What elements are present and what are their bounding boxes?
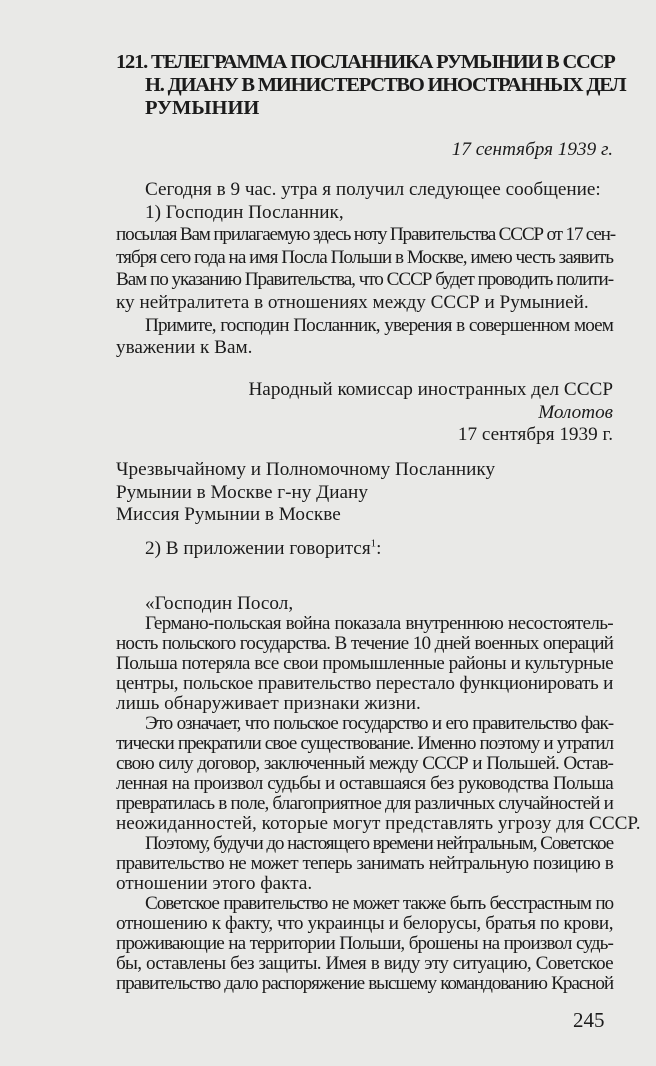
- intro-line: 1) Господин Посланник,: [145, 201, 344, 223]
- text-line: лишь обнаруживает признаки жизни.: [116, 693, 421, 714]
- text-line: Германо-польская война показала внутреннюю несостоятель-: [145, 613, 613, 634]
- telegram-body: [116, 179, 613, 360]
- text-line: Вам по указанию Правительства, что СССР будет проводить полити-: [116, 269, 613, 291]
- text-line: отношении этого факта.: [116, 873, 313, 894]
- appendix-intro: [116, 538, 613, 561]
- text-line: правительство дало распоряжение высшему командованию Красной: [116, 973, 613, 994]
- signature-position: Народный комиссар иностранных дел СССР: [248, 379, 613, 400]
- text-line: тября сего года на имя Посла Польши в Москве, имею честь заявить: [116, 246, 613, 268]
- text-line: Это означает, что польское государство и его правительство фак-: [145, 713, 613, 734]
- document-title: [116, 51, 626, 120]
- text-line: уважении к Вам.: [116, 337, 253, 359]
- salutation: «Господин Посол,: [145, 593, 294, 614]
- title-line: 121. ТЕЛЕГРАММА ПОСЛАННИКА РУМЫНИИ В СССР: [116, 51, 615, 73]
- text-line: свою силу договор, заключенный между СССР и Польшей. Остав-: [116, 753, 613, 774]
- text-line: тически прекратили свое существование. Именно поэтому и утратил: [116, 733, 613, 754]
- addressee-line: Румынии в Москве г-ну Диану: [116, 481, 368, 503]
- text-line: неожиданностей, которые могут представлять угрозу для СССР.: [116, 813, 641, 834]
- text-line: ку нейтралитета в отношениях между СССР и Румынией.: [116, 291, 589, 313]
- text-line: Советское правительство не может также быть бесстрастным по: [145, 893, 613, 914]
- text-line: центры, польское правительство перестало функционировать и: [116, 673, 613, 694]
- addressee-block: [116, 459, 613, 527]
- appendix-intro-block: [116, 538, 613, 561]
- text-line: проживающие на территории Польши, брошены на произвол судь-: [116, 933, 613, 954]
- document-date-block: [116, 139, 613, 162]
- signature-date: 17 сентября 1939 г.: [457, 424, 613, 446]
- signature-name: Молотов: [538, 401, 613, 423]
- document-date: 17 сентября 1939 г.: [451, 139, 613, 160]
- text-line: ленная на произвол судьбы и оставшаяся без руководства Польша: [116, 773, 613, 794]
- text-line: Польша потеряла все свои промышленные районы и культурные: [116, 653, 613, 674]
- page-number: 245: [573, 1008, 605, 1032]
- text-line: ность польского государства. В течение 10 дней военных операций: [116, 633, 613, 654]
- addressee-line: Миссия Румынии в Москве: [116, 504, 341, 526]
- text-line: превратилась в поле, благоприятное для различных случайностей и: [116, 793, 613, 814]
- appendix-intro-text: 2) В приложении говорится: [145, 538, 371, 559]
- text-line: посылая Вам прилагаемую здесь ноту Правительства СССР от 17 сен-: [116, 224, 615, 246]
- text-line: бы, оставлены без защиты. Имея в виду эту ситуацию, Советское: [116, 953, 613, 974]
- appendix-body: [116, 593, 641, 994]
- signature-block: [116, 379, 613, 447]
- footnote-mark: 1: [370, 537, 377, 550]
- appendix-intro-colon: :: [376, 538, 382, 559]
- intro-line: Сегодня в 9 час. утра я получил следующее сообщение:: [145, 179, 601, 200]
- text-line: Поэтому, будучи до настоящего времени нейтральным, Советское: [145, 833, 613, 854]
- title-line: РУМЫНИИ: [145, 97, 260, 119]
- text-line: Примите, господин Посланник, уверения в совершенном моем: [145, 314, 613, 336]
- title-line: Н. ДИАНУ В МИНИСТЕРСТВО ИНОСТРАННЫХ ДЕЛ: [145, 74, 626, 96]
- text-line: правительство не может теперь занимать нейтральную позицию в: [116, 853, 613, 874]
- addressee-line: Чрезвычайному и Полномочному Посланнику: [116, 459, 496, 480]
- text-line: отношению к факту, что украинцы и белорусы, братья по крови,: [116, 913, 613, 934]
